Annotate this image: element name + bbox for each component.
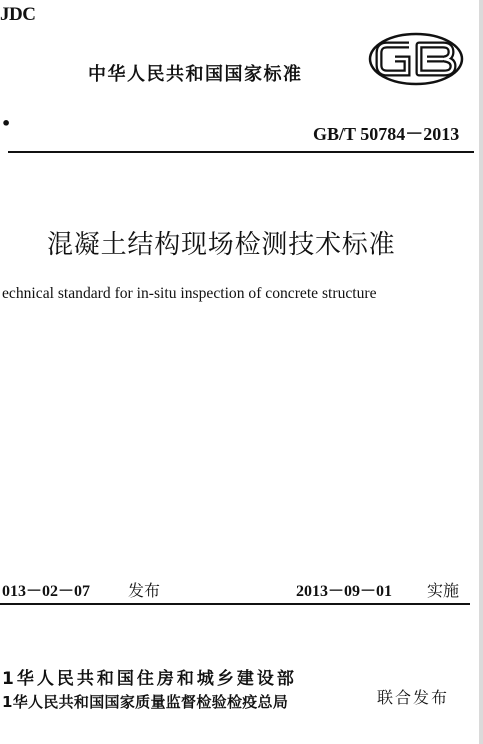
issue-date: 013－02－07	[2, 583, 91, 600]
gb-logo-icon	[367, 31, 465, 87]
udc-label: JDC	[0, 4, 36, 25]
issue-label: 发布	[128, 581, 161, 600]
standard-number: GB/T 50784－2013	[313, 124, 460, 144]
implementation-date: 2013－09－01	[296, 583, 393, 600]
page-edge-shadow	[479, 0, 483, 744]
national-standard-heading: 中华人民共和国国家标准	[88, 64, 303, 85]
edge-mark: •	[1, 114, 12, 133]
footer-divider	[0, 603, 470, 605]
issuer-ministry-housing: 1华人民共和国住房和城乡建设部	[2, 669, 297, 689]
header-divider	[8, 151, 474, 153]
joint-release-label: 联合发布	[377, 688, 450, 707]
implementation-label: 实施	[427, 581, 460, 600]
issuer-quality-supervision: 1华人民共和国国家质量监督检验检疫总局	[2, 693, 289, 711]
title-english: echnical standard for in-situ inspection of concrete structure	[2, 285, 377, 302]
title-chinese: 混凝土结构现场检测技术标准	[47, 230, 396, 260]
